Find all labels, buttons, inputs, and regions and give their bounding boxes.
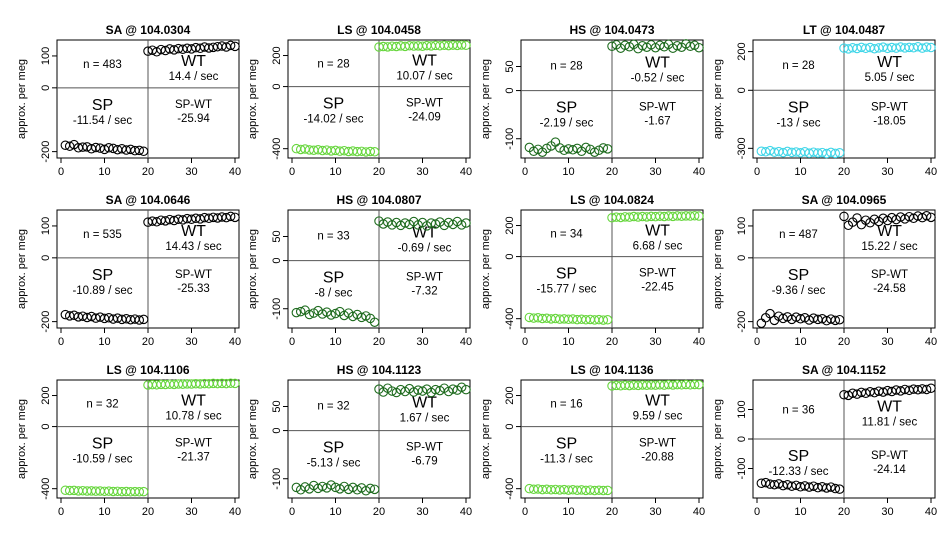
y-tick-label: 50: [504, 60, 516, 73]
y-tick-label: -300: [736, 137, 748, 160]
wt-rate-label: 9.59 / sec: [632, 410, 683, 423]
x-tick-label: 30: [649, 506, 662, 518]
x-tick-label: 40: [459, 166, 473, 178]
wt-label: WT: [181, 52, 206, 70]
sp-label: SP: [322, 95, 345, 113]
n-count-label: n = 483: [83, 58, 122, 71]
chart-title: HS @ 104.0807: [336, 193, 422, 207]
x-tick-label: 40: [924, 506, 938, 518]
spwt-label: SP-WT: [174, 98, 213, 111]
y-tick-label: 0: [504, 87, 516, 94]
sp-rate-label: -13 / sec: [776, 117, 821, 130]
n-count-label: n = 33: [317, 230, 350, 243]
y-axis-label: approx. per meg: [712, 58, 724, 140]
n-count-label: n = 487: [779, 228, 818, 241]
x-tick-label: 30: [416, 506, 429, 518]
sp-rate-label: -11.3 / sec: [540, 453, 593, 466]
sp-rate-label: -8 / sec: [314, 287, 353, 300]
spwt-value-label: -25.94: [177, 112, 210, 125]
x-tick-label: 0: [288, 506, 296, 518]
wt-label: WT: [412, 224, 437, 242]
chart-panel: [247, 193, 472, 348]
wt-rate-label: -0.69 / sec: [397, 242, 452, 255]
x-tick-label: 30: [881, 336, 894, 348]
chart-title: LS @ 104.1136: [570, 363, 654, 377]
n-count-label: n = 535: [83, 228, 122, 241]
x-tick-label: 0: [288, 166, 296, 178]
spwt-value-label: -21.37: [177, 451, 210, 464]
y-tick-label: -100: [271, 297, 283, 320]
x-tick-label: 40: [692, 166, 706, 178]
y-tick-label: 50: [271, 230, 283, 243]
n-count-label: n = 28: [550, 60, 583, 73]
sp-rate-label: -12.33 / sec: [768, 466, 829, 478]
x-tick-label: 40: [924, 166, 938, 178]
wt-rate-label: 1.67 / sec: [399, 412, 450, 425]
wt-rate-label: 10.78 / sec: [165, 410, 222, 423]
chart-title: LS @ 104.0458: [337, 23, 421, 37]
y-tick-label: 100: [40, 46, 52, 66]
x-tick-label: 30: [185, 506, 198, 518]
y-axis-label: approx. per meg: [712, 228, 724, 310]
x-tick-label: 20: [837, 336, 851, 348]
y-tick-label: -200: [40, 140, 52, 163]
x-tick-label: 30: [185, 336, 198, 348]
chart-panel: [16, 363, 241, 518]
wt-label: WT: [877, 398, 902, 416]
chart-panel: [712, 193, 937, 348]
y-tick-label: 0: [40, 423, 52, 430]
x-tick-label: 40: [228, 506, 242, 518]
chart-title: LS @ 104.0824: [570, 193, 654, 207]
sp-rate-label: -10.89 / sec: [72, 284, 133, 297]
x-tick-label: 40: [459, 506, 473, 518]
y-tick-label: -100: [271, 467, 283, 490]
sp-rate-label: -15.77 / sec: [536, 283, 597, 296]
x-tick-label: 10: [562, 336, 575, 348]
spwt-label: SP-WT: [174, 268, 213, 281]
x-tick-label: 0: [288, 336, 296, 348]
y-tick-label: -200: [40, 310, 52, 333]
wt-label: WT: [645, 222, 670, 240]
x-tick-label: 30: [416, 336, 429, 348]
x-tick-label: 0: [57, 506, 65, 518]
x-tick-label: 20: [141, 166, 155, 178]
y-axis-label: approx. per meg: [480, 398, 492, 480]
sp-label: SP: [787, 266, 810, 284]
x-tick-label: 40: [692, 336, 706, 348]
x-tick-label: 20: [141, 336, 155, 348]
chart-panel: [16, 23, 241, 178]
chart-panel: [16, 193, 241, 348]
sp-label: SP: [91, 435, 114, 453]
wt-label: WT: [877, 222, 902, 240]
chart-title: HS @ 104.0473: [569, 23, 655, 37]
x-tick-label: 40: [228, 166, 242, 178]
x-tick-label: 0: [57, 336, 65, 348]
x-tick-label: 10: [794, 336, 807, 348]
y-tick-label: 0: [271, 83, 283, 90]
y-tick-label: 50: [271, 400, 283, 413]
sp-label: SP: [322, 439, 345, 457]
chart-panel: [480, 363, 705, 518]
y-tick-label: -400: [271, 137, 283, 160]
wt-rate-label: 15.22 / sec: [861, 240, 918, 253]
y-axis-label: approx. per meg: [247, 398, 259, 480]
chart-panel: [712, 23, 937, 178]
x-tick-label: 30: [416, 166, 429, 178]
n-count-label: n = 28: [317, 58, 350, 71]
y-tick-label: -400: [504, 477, 516, 500]
sp-rate-label: -2.19 / sec: [539, 117, 594, 130]
y-tick-label: -400: [504, 307, 516, 330]
sp-label: SP: [555, 435, 578, 453]
x-tick-label: 10: [98, 506, 111, 518]
x-tick-label: 10: [329, 166, 342, 178]
sp-label: SP: [91, 266, 114, 284]
wt-rate-label: 11.81 / sec: [861, 416, 918, 429]
sp-rate-label: -5.13 / sec: [306, 457, 361, 470]
y-axis-label: approx. per meg: [16, 58, 28, 140]
y-tick-label: 0: [504, 253, 516, 260]
y-tick-label: 0: [271, 257, 283, 264]
y-tick-label: 200: [736, 42, 748, 61]
spwt-value-label: -1.67: [644, 115, 671, 128]
y-tick-label: -200: [736, 310, 748, 333]
wt-rate-label: 6.68 / sec: [632, 240, 683, 253]
x-tick-label: 20: [837, 506, 851, 518]
wt-rate-label: 10.07 / sec: [396, 70, 453, 83]
sp-label: SP: [787, 99, 810, 117]
y-axis-label: approx. per meg: [16, 228, 28, 310]
wt-label: WT: [877, 54, 902, 72]
y-tick-label: -100: [504, 127, 516, 150]
y-axis-label: approx. per meg: [16, 398, 28, 480]
spwt-label: SP-WT: [870, 268, 909, 281]
n-count-label: n = 34: [550, 228, 583, 241]
spwt-label: SP-WT: [870, 450, 909, 462]
x-tick-label: 20: [372, 336, 386, 348]
spwt-value-label: -22.45: [641, 281, 674, 294]
y-tick-label: 200: [504, 216, 516, 235]
y-axis-label: approx. per meg: [247, 228, 259, 310]
x-tick-label: 10: [98, 166, 111, 178]
sp-rate-label: -14.02 / sec: [303, 113, 364, 126]
y-axis-label: approx. per meg: [247, 58, 259, 140]
spwt-label: SP-WT: [405, 441, 444, 454]
y-tick-label: 0: [504, 423, 516, 430]
n-count-label: n = 16: [550, 398, 583, 411]
y-axis-label: approx. per meg: [480, 228, 492, 310]
sp-rate-label: -11.54 / sec: [72, 114, 133, 127]
wt-label: WT: [645, 54, 670, 72]
spwt-label: SP-WT: [405, 97, 444, 110]
x-tick-label: 0: [57, 166, 65, 178]
wt-label: WT: [412, 394, 437, 412]
spwt-label: SP-WT: [638, 101, 677, 114]
n-count-label: n = 36: [782, 404, 815, 417]
n-count-label: n = 28: [782, 60, 815, 73]
chart-title: LT @ 104.0487: [802, 23, 886, 37]
y-tick-label: 0: [736, 87, 748, 94]
wt-rate-label: 5.05 / sec: [864, 72, 915, 85]
y-tick-label: 200: [271, 46, 283, 65]
chart-panel: [480, 193, 705, 348]
spwt-label: SP-WT: [638, 267, 677, 280]
wt-rate-label: 14.43 / sec: [165, 240, 222, 253]
x-tick-label: 10: [562, 506, 575, 518]
x-tick-label: 0: [753, 336, 761, 348]
wt-label: WT: [412, 52, 437, 70]
x-tick-label: 30: [649, 336, 662, 348]
x-tick-label: 0: [753, 166, 761, 178]
x-tick-label: 10: [329, 506, 342, 518]
y-tick-label: 200: [40, 386, 52, 405]
x-tick-label: 40: [692, 506, 706, 518]
sp-rate-label: -10.59 / sec: [72, 453, 133, 466]
x-tick-label: 20: [605, 166, 619, 178]
y-axis-label: approx. per meg: [480, 58, 492, 140]
n-count-label: n = 32: [317, 400, 350, 413]
x-tick-label: 30: [649, 166, 662, 178]
spwt-value-label: -24.58: [873, 282, 906, 295]
y-tick-label: 100: [40, 216, 52, 236]
x-tick-label: 20: [372, 166, 386, 178]
x-tick-label: 0: [521, 166, 529, 178]
x-tick-label: 0: [753, 506, 761, 518]
chart-panel: [247, 363, 472, 518]
y-tick-label: 100: [736, 400, 748, 419]
chart-title: LS @ 104.1106: [106, 363, 190, 377]
spwt-label: SP-WT: [405, 271, 444, 284]
y-tick-label: 0: [736, 254, 748, 261]
spwt-value-label: -7.32: [411, 285, 438, 298]
spwt-label: SP-WT: [174, 437, 213, 450]
sp-label: SP: [555, 265, 578, 283]
n-count-label: n = 32: [86, 398, 119, 411]
sp-rate-label: -9.36 / sec: [771, 284, 826, 297]
sp-point: [757, 319, 765, 327]
sp-label: SP: [91, 96, 114, 114]
x-tick-label: 20: [605, 506, 619, 518]
x-tick-label: 30: [185, 166, 198, 178]
sp-label: SP: [787, 448, 810, 465]
chart-title: SA @ 104.0965: [801, 193, 887, 207]
spwt-label: SP-WT: [870, 101, 909, 114]
x-tick-label: 20: [605, 336, 619, 348]
chart-title: SA @ 104.1152: [802, 363, 886, 377]
y-tick-label: -400: [40, 477, 52, 500]
wt-label: WT: [181, 222, 206, 240]
x-tick-label: 0: [521, 506, 529, 518]
x-tick-label: 20: [141, 506, 155, 518]
x-tick-label: 30: [881, 506, 894, 518]
chart-title: HS @ 104.1123: [336, 363, 422, 377]
chart-panel: [480, 23, 705, 178]
spwt-label: SP-WT: [638, 437, 677, 450]
y-tick-label: -100: [736, 457, 748, 480]
x-tick-label: 40: [459, 336, 473, 348]
x-tick-label: 10: [794, 506, 807, 518]
y-tick-label: 0: [40, 254, 52, 261]
x-tick-label: 10: [794, 166, 807, 178]
wt-label: WT: [181, 392, 206, 410]
y-tick-label: 0: [736, 435, 748, 443]
x-tick-label: 10: [562, 166, 575, 178]
chart-title: SA @ 104.0646: [105, 193, 191, 207]
y-tick-label: 0: [271, 427, 283, 434]
wt-rate-label: 14.4 / sec: [168, 70, 219, 83]
spwt-value-label: -25.33: [177, 282, 210, 295]
x-tick-label: 30: [881, 166, 894, 178]
x-tick-label: 40: [924, 336, 938, 348]
sp-label: SP: [555, 99, 578, 117]
sp-label: SP: [322, 269, 345, 287]
y-tick-label: 100: [736, 216, 748, 236]
spwt-value-label: -20.88: [641, 451, 674, 464]
spwt-value-label: -24.14: [873, 464, 906, 476]
spwt-value-label: -24.09: [408, 111, 441, 124]
x-tick-label: 10: [329, 336, 342, 348]
y-tick-label: 0: [40, 84, 52, 91]
x-tick-label: 20: [837, 166, 851, 178]
wt-label: WT: [645, 392, 670, 410]
chart-panel: [712, 363, 937, 518]
y-tick-label: 200: [504, 386, 516, 405]
chart-panel: [247, 23, 472, 178]
wt-rate-label: -0.52 / sec: [630, 72, 685, 85]
chart-title: SA @ 104.0304: [105, 23, 191, 37]
y-axis-label: approx. per meg: [712, 398, 724, 480]
x-tick-label: 20: [372, 506, 386, 518]
spwt-value-label: -6.79: [411, 455, 438, 468]
x-tick-label: 10: [98, 336, 111, 348]
x-tick-label: 0: [521, 336, 529, 348]
spwt-value-label: -18.05: [873, 115, 906, 128]
x-tick-label: 40: [228, 336, 242, 348]
